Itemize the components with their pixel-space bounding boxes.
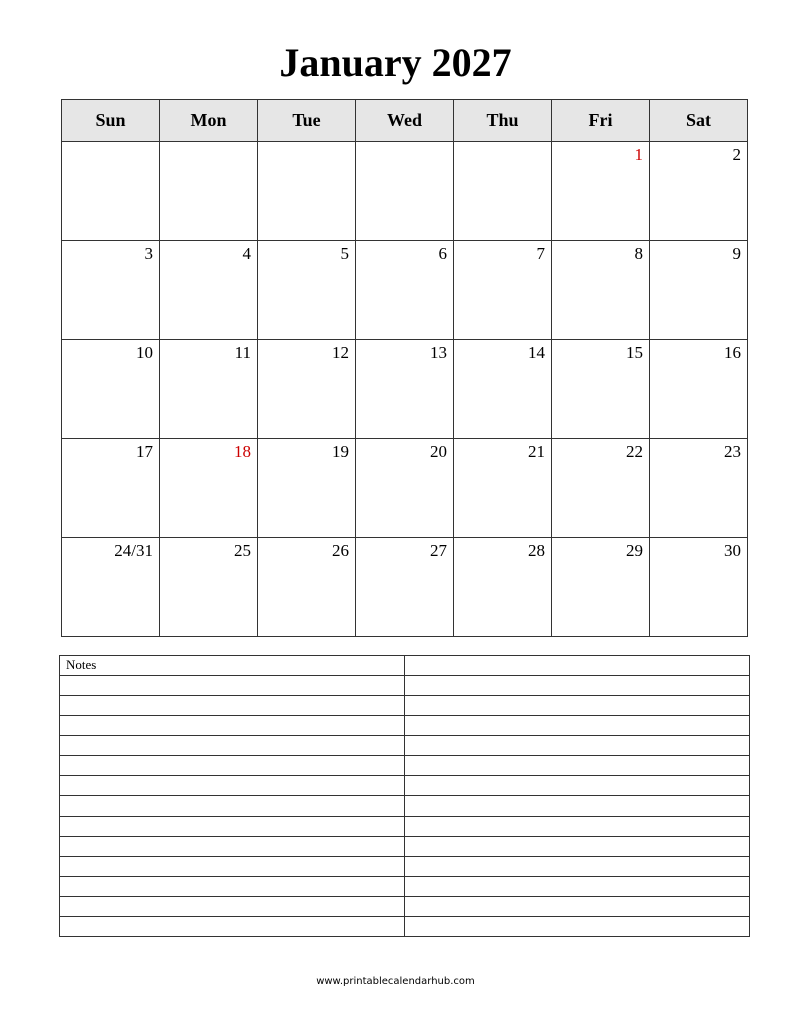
week-row [62, 439, 748, 538]
notes-line-right[interactable] [405, 756, 750, 776]
day-cell[interactable] [62, 538, 160, 637]
footer-url: www.printablecalendarhub.com [316, 976, 475, 987]
notes-row [60, 836, 750, 856]
day-cell[interactable] [650, 142, 748, 241]
notes-line-left[interactable] [60, 836, 405, 856]
day-cell[interactable] [650, 538, 748, 637]
day-cell[interactable] [552, 241, 650, 340]
notes-label: Notes [66, 657, 97, 672]
day-cell[interactable] [454, 439, 552, 538]
weekday-header-row [62, 100, 748, 142]
weekday-sun: Sun [62, 100, 160, 142]
notes-row [60, 856, 750, 876]
notes-table [59, 655, 750, 937]
day-cell[interactable] [454, 142, 552, 241]
day-number: 17 [136, 442, 153, 461]
notes-row [60, 676, 750, 696]
week-row [62, 241, 748, 340]
day-cell[interactable] [454, 340, 552, 439]
day-number: 5 [340, 244, 349, 263]
day-number: 14 [528, 343, 545, 362]
calendar-grid [61, 99, 748, 637]
notes-line-right[interactable] [405, 736, 750, 756]
notes-row [60, 756, 750, 776]
week-row [62, 142, 748, 241]
day-number [62, 142, 159, 145]
day-number: 10 [136, 343, 153, 362]
day-cell[interactable] [160, 340, 258, 439]
day-number: 16 [724, 343, 741, 362]
notes-row [60, 916, 750, 936]
day-number: 20 [430, 442, 447, 461]
day-cell[interactable] [356, 439, 454, 538]
notes-line-left[interactable] [60, 696, 405, 716]
notes-row [60, 656, 750, 676]
calendar-body [62, 142, 748, 637]
day-cell[interactable] [258, 439, 356, 538]
day-cell[interactable] [160, 241, 258, 340]
day-cell[interactable] [258, 241, 356, 340]
day-number: 19 [332, 442, 349, 461]
weekday-sat: Sat [650, 100, 748, 142]
day-cell[interactable] [650, 340, 748, 439]
notes-line-left[interactable] [60, 876, 405, 896]
notes-row [60, 796, 750, 816]
notes-line-left[interactable] [60, 736, 405, 756]
day-number: 27 [430, 541, 447, 560]
weekday-wed: Wed [356, 100, 454, 142]
week-row [62, 538, 748, 637]
day-number: 6 [438, 244, 447, 263]
day-number: 13 [430, 343, 447, 362]
weekday-tue: Tue [258, 100, 356, 142]
notes-line-right[interactable] [405, 796, 750, 816]
day-number [258, 142, 355, 145]
day-number: 18 [234, 442, 251, 461]
day-cell[interactable] [160, 538, 258, 637]
notes-row [60, 816, 750, 836]
day-number: 4 [242, 244, 251, 263]
notes-line-left[interactable] [60, 856, 405, 876]
day-number: 30 [724, 541, 741, 560]
day-cell[interactable] [454, 538, 552, 637]
day-cell[interactable] [62, 241, 160, 340]
day-number: 29 [626, 541, 643, 560]
notes-line-right[interactable] [405, 856, 750, 876]
day-number: 12 [332, 343, 349, 362]
day-cell[interactable] [454, 241, 552, 340]
weekday-mon: Mon [160, 100, 258, 142]
notes-line-right[interactable] [405, 916, 750, 936]
day-number: 25 [234, 541, 251, 560]
day-cell[interactable] [258, 340, 356, 439]
notes-line-left[interactable] [60, 896, 405, 916]
day-number: 22 [626, 442, 643, 461]
day-number: 21 [528, 442, 545, 461]
notes-line-left[interactable] [60, 756, 405, 776]
notes-row [60, 716, 750, 736]
notes-line-left[interactable] [60, 916, 405, 936]
day-number: 23 [724, 442, 741, 461]
notes-line-left[interactable] [60, 716, 405, 736]
notes-row [60, 736, 750, 756]
notes-line-left[interactable] [60, 776, 405, 796]
day-number: 26 [332, 541, 349, 560]
notes-line-right[interactable] [405, 776, 750, 796]
day-cell[interactable] [552, 439, 650, 538]
day-number: 15 [626, 343, 643, 362]
day-number: 9 [732, 244, 741, 263]
notes-line-right[interactable] [405, 896, 750, 916]
weekday-fri: Fri [552, 100, 650, 142]
day-cell[interactable] [356, 142, 454, 241]
notes-row [60, 876, 750, 896]
notes-line-left[interactable] [60, 796, 405, 816]
day-cell[interactable] [356, 340, 454, 439]
day-cell[interactable] [552, 538, 650, 637]
weekday-thu: Thu [454, 100, 552, 142]
notes-line-right[interactable] [405, 676, 750, 696]
notes-line-left[interactable] [60, 676, 405, 696]
day-number: 1 [634, 145, 643, 164]
day-cell[interactable] [62, 439, 160, 538]
day-cell[interactable] [160, 439, 258, 538]
notes-line-right[interactable] [405, 656, 750, 676]
notes-line-right[interactable] [405, 716, 750, 736]
day-number [356, 142, 453, 145]
day-number: 8 [634, 244, 643, 263]
day-number: 3 [144, 244, 153, 263]
notes-line-right[interactable] [405, 836, 750, 856]
notes-line-right[interactable] [405, 696, 750, 716]
page-title: January 2027 [279, 40, 512, 85]
day-cell[interactable] [356, 538, 454, 637]
day-number: 28 [528, 541, 545, 560]
day-cell[interactable] [62, 340, 160, 439]
notes-line-left[interactable] [60, 656, 405, 676]
notes-line-right[interactable] [405, 876, 750, 896]
day-cell[interactable] [62, 142, 160, 241]
day-number: 2 [732, 145, 741, 164]
notes-row [60, 696, 750, 716]
day-cell[interactable] [160, 142, 258, 241]
week-row [62, 340, 748, 439]
notes-row [60, 896, 750, 916]
day-number: 7 [536, 244, 545, 263]
day-cell[interactable] [356, 241, 454, 340]
day-cell[interactable] [552, 340, 650, 439]
day-number [454, 142, 551, 145]
notes-line-right[interactable] [405, 816, 750, 836]
day-cell[interactable] [258, 142, 356, 241]
notes-body [60, 656, 750, 937]
day-cell[interactable] [552, 142, 650, 241]
day-cell[interactable] [258, 538, 356, 637]
notes-line-left[interactable] [60, 816, 405, 836]
day-cell[interactable] [650, 439, 748, 538]
day-number: 11 [234, 343, 251, 362]
notes-row [60, 776, 750, 796]
day-number: 24/31 [114, 541, 153, 560]
day-number [160, 142, 257, 145]
day-cell[interactable] [650, 241, 748, 340]
